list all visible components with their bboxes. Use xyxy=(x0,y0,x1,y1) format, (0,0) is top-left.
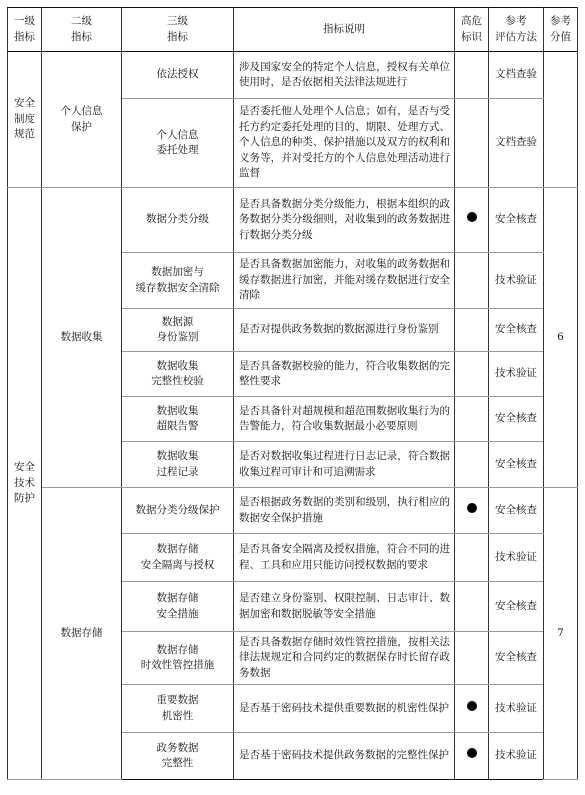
level3-indicator: 政务数据 完整性 xyxy=(122,733,234,780)
header-level1: 一级 指标 xyxy=(8,8,42,52)
reference-score: 6 xyxy=(544,188,578,488)
high-risk-dot-icon xyxy=(467,503,477,513)
table-header-row xyxy=(8,8,578,52)
level3-indicator: 数据加密与 缓存数据安全清除 xyxy=(122,253,234,309)
level3-indicator: 数据存储 安全隔离与授权 xyxy=(122,534,234,582)
high-risk-dot-icon xyxy=(467,701,477,711)
indicator-description: 是否委托他人处理个人信息；如有，是否与受托方约定委托处理的目的、期限、处理方式、个人信息的种类、保护措施以及双方的权利和义务等，并对受托方的个人信息处理活动进行监督 xyxy=(234,99,455,188)
indicator-description: 是否具备安全隔离及授权措施，符合不同的进程、工具和应用只能访问授权数据的要求 xyxy=(234,534,455,582)
level2-indicator: 数据收集 xyxy=(42,188,122,488)
indicator-table xyxy=(7,7,578,780)
header-high-risk: 高危 标识 xyxy=(455,8,489,52)
assessment-method: 技术验证 xyxy=(489,685,544,733)
high-risk-cell xyxy=(455,397,489,442)
indicator-description: 是否具备数据存储时效性管控措施，按相关法律法规规定和合同约定的数据保存时长留存政务数据 xyxy=(234,632,455,685)
level2-indicator: 个人信息 保护 xyxy=(42,52,122,188)
level3-indicator: 重要数据 机密性 xyxy=(122,685,234,733)
level3-indicator: 数据存储 时效性管控措施 xyxy=(122,632,234,685)
reference-score: 7 xyxy=(544,488,578,780)
indicator-description: 是否具备数据分类分级能力，根据本组织的政务数据分类分级细则，对收集到的政务数据进行数据分类分级 xyxy=(234,188,455,253)
indicator-table-container xyxy=(7,7,578,780)
indicator-description: 是否对数据收集过程进行日志记录，符合数据收集过程可审计和可追溯需求 xyxy=(234,442,455,488)
high-risk-cell xyxy=(455,99,489,188)
assessment-method: 安全核查 xyxy=(489,188,544,253)
table-row xyxy=(8,188,578,253)
indicator-description: 是否根据政务数据的类别和级别，执行相应的数据安全保护措施 xyxy=(234,488,455,534)
indicator-description: 是否具备数据加密能力，对收集的政务数据和缓存数据进行加密，并能对缓存数据进行安全清除 xyxy=(234,253,455,309)
assessment-method: 安全核查 xyxy=(489,442,544,488)
indicator-description: 是否基于密码技术提供重要数据的机密性保护 xyxy=(234,685,455,733)
high-risk-cell xyxy=(455,253,489,309)
level2-indicator: 数据存储 xyxy=(42,488,122,780)
high-risk-cell xyxy=(455,188,489,253)
level3-indicator: 数据源 身份鉴别 xyxy=(122,309,234,352)
header-description: 指标说明 xyxy=(234,8,455,52)
indicator-description: 是否基于密码技术提供政务数据的完整性保护 xyxy=(234,733,455,780)
high-risk-cell xyxy=(455,488,489,534)
assessment-method: 安全核查 xyxy=(489,309,544,352)
high-risk-cell xyxy=(455,309,489,352)
header-method: 参考 评估方法 xyxy=(489,8,544,52)
level3-indicator: 数据收集 过程记录 xyxy=(122,442,234,488)
high-risk-cell xyxy=(455,733,489,780)
high-risk-cell xyxy=(455,582,489,632)
high-risk-dot-icon xyxy=(467,212,477,222)
level3-indicator: 数据收集 超限告警 xyxy=(122,397,234,442)
header-level2: 二级 指标 xyxy=(42,8,122,52)
indicator-description: 涉及国家安全的特定个人信息，授权有关单位使用时，是否依据相关法律法规进行 xyxy=(234,52,455,99)
table-row xyxy=(8,488,578,534)
level3-indicator: 依法授权 xyxy=(122,52,234,99)
level3-indicator: 数据存储 安全措施 xyxy=(122,582,234,632)
assessment-method: 安全核查 xyxy=(489,632,544,685)
indicator-description: 是否具备数据校验的能力，符合收集数据的完整性要求 xyxy=(234,352,455,397)
level3-indicator: 个人信息 委托处理 xyxy=(122,99,234,188)
assessment-method: 技术验证 xyxy=(489,253,544,309)
assessment-method: 文档查验 xyxy=(489,99,544,188)
header-score: 参考 分值 xyxy=(544,8,578,52)
indicator-description: 是否对提供政务数据的数据源进行身份鉴别 xyxy=(234,309,455,352)
high-risk-cell xyxy=(455,352,489,397)
indicator-description: 是否建立身份鉴别、权限控制、日志审计、数据加密和数据脱敏等安全措施 xyxy=(234,582,455,632)
assessment-method: 技术验证 xyxy=(489,534,544,582)
level1-indicator: 安全 技术 防护 xyxy=(8,188,42,780)
assessment-method: 安全核查 xyxy=(489,397,544,442)
reference-score xyxy=(544,52,578,188)
table-row xyxy=(8,52,578,99)
level3-indicator: 数据分类分级 xyxy=(122,188,234,253)
assessment-method: 安全核查 xyxy=(489,488,544,534)
level3-indicator: 数据收集 完整性校验 xyxy=(122,352,234,397)
assessment-method: 技术验证 xyxy=(489,733,544,780)
high-risk-cell xyxy=(455,685,489,733)
indicator-description: 是否具备针对超规模和超范围数据收集行为的告警能力，符合收集数据最小必要原则 xyxy=(234,397,455,442)
high-risk-cell xyxy=(455,632,489,685)
high-risk-cell xyxy=(455,534,489,582)
high-risk-dot-icon xyxy=(467,748,477,758)
high-risk-cell xyxy=(455,52,489,99)
header-level3: 三级 指标 xyxy=(122,8,234,52)
level1-indicator: 安全 制度 规范 xyxy=(8,52,42,188)
level3-indicator: 数据分类分级保护 xyxy=(122,488,234,534)
high-risk-cell xyxy=(455,442,489,488)
assessment-method: 安全核查 xyxy=(489,582,544,632)
assessment-method: 技术验证 xyxy=(489,352,544,397)
assessment-method: 文档查验 xyxy=(489,52,544,99)
